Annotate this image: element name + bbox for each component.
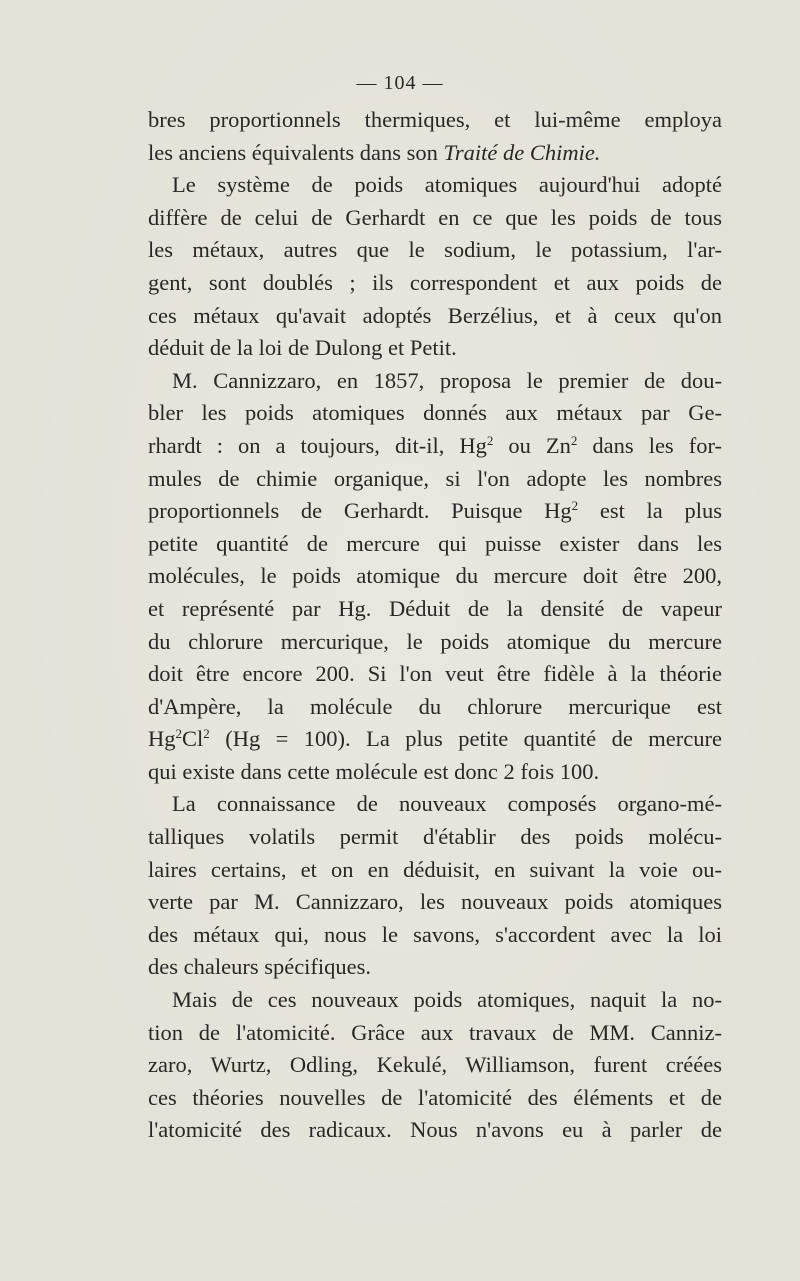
page-number: — 104 — <box>356 72 444 94</box>
text-segment: M. Cannizzaro, en 1857, proposa le premier de dou- <box>172 367 722 393</box>
text-segment: d'Ampère, la molécule du chlorure mercurique est <box>148 693 722 719</box>
superscript: 2 <box>571 498 579 514</box>
text-segment: qui existe dans cette molécule est donc 2 fois 100. <box>148 758 600 784</box>
text-segment: talliques volatils permit d'établir des poids molécu- <box>148 824 722 850</box>
text-segment: dans les for- <box>577 432 722 458</box>
text-segment: proportionnels de Gerhardt. Puisque Hg <box>148 498 572 524</box>
text-line <box>148 104 722 137</box>
text-line <box>148 332 722 365</box>
text-line <box>148 984 722 1017</box>
text-segment: l'atomicité des radicaux. Nous n'avons eu à parler de <box>148 1117 722 1143</box>
text-line <box>148 169 722 202</box>
text-line <box>148 756 722 789</box>
text-line <box>148 495 722 528</box>
superscript: 2 <box>570 432 578 448</box>
text-segment: ces théories nouvelles de l'atomicité des éléments et de <box>148 1084 722 1110</box>
text-segment: Mais de ces nouveaux poids atomiques, naquit la no- <box>172 987 722 1013</box>
text-line <box>148 658 722 691</box>
text-segment: bres proportionnels thermiques, et lui-même employa <box>148 107 722 132</box>
italic-title: Traité de Chimie. <box>443 139 601 165</box>
text-segment: (Hg = 100). La plus petite quantité de mercure <box>209 726 722 752</box>
text-line <box>148 202 722 235</box>
text-line <box>148 1114 722 1147</box>
text-segment: ou Zn <box>493 432 571 458</box>
text-line <box>148 397 722 430</box>
text-segment: zaro, Wurtz, Odling, Kekulé, Williamson, furent créées <box>148 1052 722 1078</box>
text-segment: petite quantité de mercure qui puisse exister dans les <box>148 530 722 556</box>
text-segment: laires certains, et on en déduisit, en suivant la voie ou- <box>148 856 722 882</box>
text-segment: ces métaux qu'avait adoptés Berzélius, et à ceux qu'on <box>148 302 722 328</box>
text-line <box>148 560 722 593</box>
text-segment: gent, sont doublés ; ils correspondent et aux poids de <box>148 269 722 295</box>
text-segment: molécules, le poids atomique du mercure doit être 200, <box>148 563 722 589</box>
text-line <box>148 919 722 952</box>
text-segment: les anciens équivalents dans son <box>148 139 444 165</box>
text-segment: La connaissance de nouveaux composés organo-mé- <box>172 791 722 817</box>
text-line <box>148 267 722 300</box>
text-line <box>148 691 722 724</box>
text-segment: les métaux, autres que le sodium, le potassium, l'ar- <box>148 237 722 263</box>
body-text <box>148 104 722 1147</box>
text-line <box>148 626 722 659</box>
text-line <box>148 463 722 496</box>
text-line <box>148 886 722 919</box>
text-segment: bler les poids atomiques donnés aux métaux par Ge- <box>148 400 722 426</box>
text-segment: est la plus <box>578 498 722 524</box>
text-segment: du chlorure mercurique, le poids atomique du mercure <box>148 628 722 654</box>
text-line <box>148 1017 722 1050</box>
superscript: 2 <box>203 726 210 742</box>
text-line <box>148 951 722 984</box>
text-segment: des métaux qui, nous le savons, s'accordent avec la loi <box>148 921 722 947</box>
text-segment: et représenté par Hg. Déduit de la densité de vapeur <box>148 595 722 621</box>
text-segment: Le système de poids atomiques aujourd'hui adopté <box>172 172 722 198</box>
text-line <box>148 300 722 333</box>
text-segment: rhardt : on a toujours, dit-il, Hg <box>148 432 487 458</box>
text-line <box>148 234 722 267</box>
superscript: 2 <box>486 432 494 448</box>
text-segment: tion de l'atomicité. Grâce aux travaux de MM. Canniz- <box>148 1019 722 1045</box>
text-line <box>148 723 722 756</box>
text-line <box>148 854 722 887</box>
text-line <box>148 1082 722 1115</box>
text-segment: verte par M. Cannizzaro, les nouveaux poids atomiques <box>148 889 722 915</box>
text-line <box>148 821 722 854</box>
text-segment: mules de chimie organique, si l'on adopte les nombres <box>148 465 722 491</box>
text-segment: des chaleurs spécifiques. <box>148 954 372 980</box>
text-line <box>148 1049 722 1082</box>
text-segment: doit être encore 200. Si l'on veut être fidèle à la théorie <box>148 661 722 687</box>
text-segment: diffère de celui de Gerhardt en ce que les poids de tous <box>148 204 722 230</box>
text-line <box>148 137 722 170</box>
text-line <box>148 365 722 398</box>
text-line <box>148 593 722 626</box>
text-line <box>148 788 722 821</box>
text-line <box>148 528 722 561</box>
text-segment: déduit de la loi de Dulong et Petit. <box>148 335 457 361</box>
superscript: 2 <box>175 726 182 742</box>
text-line <box>148 430 722 463</box>
text-segment: Hg <box>148 726 176 752</box>
text-segment: Cl <box>182 726 204 752</box>
